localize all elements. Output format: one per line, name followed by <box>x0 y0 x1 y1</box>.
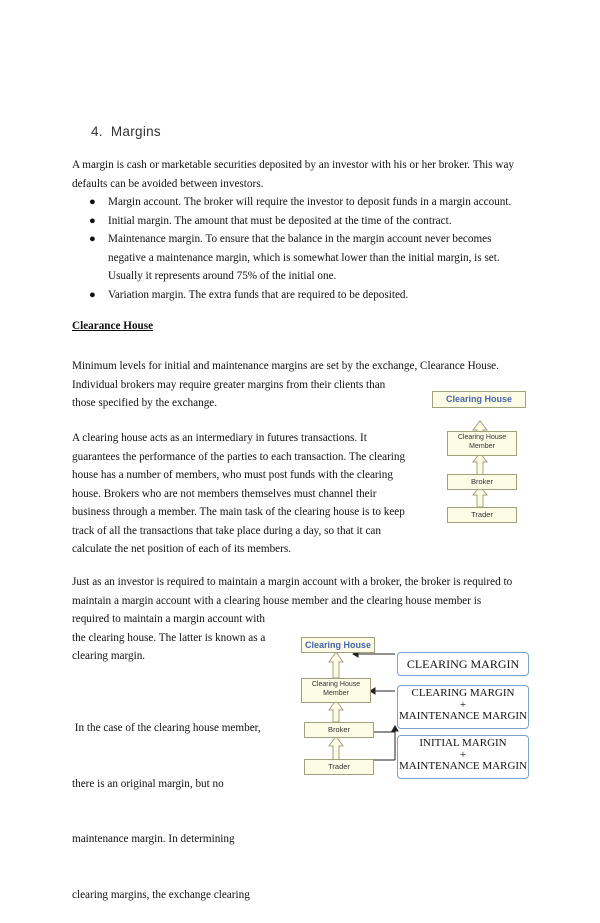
box-label: Clearing House <box>311 681 361 688</box>
arrow-up-icon <box>473 453 487 475</box>
paragraph-line: Minimum levels for initial and maintenance margins are set by the exchange, Clearance House. <box>72 360 499 372</box>
label-line: CLEARING MARGIN <box>411 687 515 699</box>
broker-box: Broker <box>304 722 374 738</box>
bullet-icon: ● <box>89 214 96 227</box>
paragraph-line: house. Brokers who are not members themselves must channel their <box>72 487 377 500</box>
intro-line: A margin is cash or marketable securities deposited by an investor with his or her broker. This way <box>72 159 515 171</box>
bullet-text: Margin account. The broker will require the investor to deposit funds in a margin account. <box>108 196 512 208</box>
paragraph-line: Just as an investor is required to maintain a margin account with a broker, the broker is required to <box>72 576 513 588</box>
member-paragraph <box>72 682 282 923</box>
list-item <box>84 230 544 286</box>
paragraph-line: the clearing house. The latter is known as a <box>72 631 266 644</box>
clearing-margin-label: CLEARING MARGIN <box>397 652 529 676</box>
paragraph-line: business through a member. The main task of the clearing house is to keep <box>72 506 405 518</box>
bullet-text: negative a maintenance margin, which is somewhat lower than the initial margin, is set. <box>108 251 500 264</box>
label-line: + <box>459 748 467 761</box>
bullet-text: Usually it represents around 75% of the initial one. <box>108 270 337 282</box>
clearing-house-paragraph <box>72 429 422 559</box>
broker-box: Broker <box>447 474 517 490</box>
clearing-member-box <box>301 678 371 703</box>
box-label: Member <box>323 690 349 697</box>
paragraph-line: clearing margins, the exchange clearing <box>72 888 250 901</box>
paragraph-line: A clearing house acts as an intermediary in futures transactions. It <box>72 432 367 444</box>
bullet-icon: ● <box>89 196 96 208</box>
section-heading <box>91 124 161 139</box>
paragraph-line: there is an original margin, but no <box>72 777 224 790</box>
label-line: MAINTENANCE MARGIN <box>398 760 528 772</box>
clearance-house-heading: Clearance House <box>72 320 154 332</box>
intro-paragraph <box>72 156 542 193</box>
bullet-text: Maintenance margin. To ensure that the balance in the margin account never becomes <box>108 233 492 245</box>
arrow-up-icon <box>329 736 343 760</box>
member-margin-label <box>397 685 529 729</box>
clearing-house-box: Clearing House <box>301 637 375 653</box>
intro-line: defaults can be avoided between investors. <box>72 177 264 190</box>
arrow-up-icon <box>329 700 343 722</box>
arrow-up-icon <box>329 652 343 678</box>
paragraph-line: house has a number of members, who must post funds with the clearing <box>72 469 393 481</box>
trader-box: Trader <box>304 759 374 775</box>
bullet-icon: ● <box>89 233 96 245</box>
section-number: 4. <box>91 124 103 139</box>
paragraph-line: track of all the transactions that take place during a day, so that it can <box>72 524 381 537</box>
broker-margin-label <box>397 735 529 779</box>
margin-types-list <box>84 193 544 304</box>
paragraph-line: maintenance margin. In determining <box>72 833 235 845</box>
label-line: MAINTENANCE MARGIN <box>398 710 528 722</box>
label-line: + <box>459 698 467 711</box>
paragraph-line: maintain a margin account with a clearing house member and the clearing house member is <box>72 594 482 607</box>
section-title: Margins <box>110 124 161 139</box>
paragraph-line: guarantees the performance of the parties to each transaction. The clearing <box>72 450 406 463</box>
paragraph-line: clearing margin. <box>72 650 146 662</box>
clearing-member-box <box>447 431 517 456</box>
paragraph-line: In the case of the clearing house member, <box>72 722 261 734</box>
box-label: Clearing House <box>457 434 507 441</box>
bullet-text: Variation margin. The extra funds that are required to be deposited. <box>108 288 409 301</box>
label-line: INITIAL MARGIN <box>419 737 507 749</box>
bullet-icon: ● <box>89 288 96 301</box>
paragraph-line: those specified by the exchange. <box>72 397 218 409</box>
list-item <box>84 286 544 305</box>
box-label: Member <box>469 443 495 450</box>
clearing-house-box: Clearing House <box>432 391 526 408</box>
list-item <box>84 212 544 231</box>
paragraph-line: Individual brokers may require greater margins from their clients than <box>72 378 386 391</box>
list-item <box>84 193 544 212</box>
trader-box: Trader <box>447 507 517 523</box>
paragraph-line: required to maintain a margin account with <box>72 613 266 625</box>
paragraph-line: calculate the net position of each of its members. <box>72 543 292 555</box>
bullet-text: Initial margin. The amount that must be deposited at the time of the contract. <box>108 214 452 227</box>
